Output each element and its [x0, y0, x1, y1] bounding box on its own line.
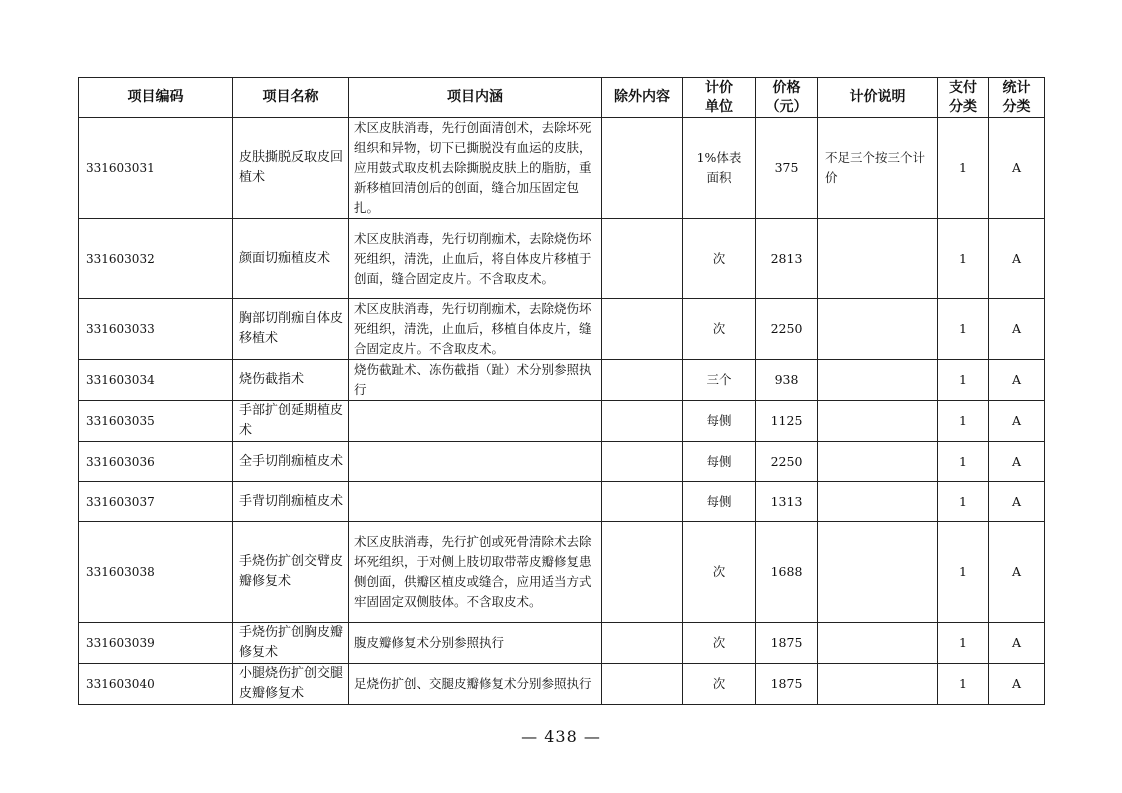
cell-stat-class: A [989, 360, 1045, 401]
cell-note [818, 522, 938, 623]
cell-code: 331603037 [79, 482, 233, 522]
header-pay-class: 支付 分类 [938, 78, 989, 118]
cell-name: 胸部切削痂自体皮移植术 [233, 299, 349, 360]
cell-price: 1313 [756, 482, 818, 522]
cell-content [349, 442, 602, 482]
cell-name: 颜面切痂植皮术 [233, 219, 349, 299]
cell-exclusion [602, 219, 683, 299]
table-header [79, 78, 1045, 118]
table-row [79, 623, 1045, 664]
table-row [79, 118, 1045, 219]
cell-content: 术区皮肤消毒，先行扩创或死骨清除术去除坏死组织，于对侧上肢切取带蒂皮瓣修复患侧创面，供瓣区植皮或缝合，应用适当方式牢固固定双侧肢体。不含取皮术。 [349, 522, 602, 623]
cell-pay-class: 1 [938, 664, 989, 705]
header-code: 项目编码 [79, 78, 233, 118]
cell-pay-class: 1 [938, 482, 989, 522]
cell-name: 手烧伤扩创胸皮瓣修复术 [233, 623, 349, 664]
cell-pay-class: 1 [938, 299, 989, 360]
cell-price: 1688 [756, 522, 818, 623]
table-row [79, 299, 1045, 360]
cell-name: 手背切削痂植皮术 [233, 482, 349, 522]
cell-stat-class: A [989, 219, 1045, 299]
header-stat-class: 统计 分类 [989, 78, 1045, 118]
cell-content [349, 401, 602, 442]
cell-unit: 每侧 [683, 482, 756, 522]
cell-pay-class: 1 [938, 401, 989, 442]
table-row [79, 360, 1045, 401]
cell-pay-class: 1 [938, 442, 989, 482]
table-row [79, 442, 1045, 482]
cell-stat-class: A [989, 623, 1045, 664]
cell-code: 331603032 [79, 219, 233, 299]
cell-name: 皮肤撕脱反取皮回植术 [233, 118, 349, 219]
cell-code: 331603035 [79, 401, 233, 442]
cell-content: 足烧伤扩创、交腿皮瓣修复术分别参照执行 [349, 664, 602, 705]
cell-note [818, 360, 938, 401]
cell-pay-class: 1 [938, 623, 989, 664]
cell-note [818, 664, 938, 705]
cell-note [818, 623, 938, 664]
cell-content: 术区皮肤消毒，先行创面清创术，去除坏死组织和异物，切下已撕脱没有血运的皮肤，应用鼓式取皮机去除撕脱皮肤上的脂肪，重新移植回清创后的创面，缝合加压固定包扎。 [349, 118, 602, 219]
cell-note [818, 299, 938, 360]
table-body [79, 118, 1045, 705]
cell-unit: 次 [683, 623, 756, 664]
header-exclusion: 除外内容 [602, 78, 683, 118]
cell-price: 2250 [756, 299, 818, 360]
cell-pay-class: 1 [938, 360, 989, 401]
cell-content: 术区皮肤消毒，先行切削痂术，去除烧伤坏死组织，清洗，止血后，移植自体皮片，缝合固定皮片。不含取皮术。 [349, 299, 602, 360]
cell-price: 1875 [756, 664, 818, 705]
cell-stat-class: A [989, 442, 1045, 482]
table-row [79, 522, 1045, 623]
cell-name: 手烧伤扩创交臂皮瓣修复术 [233, 522, 349, 623]
cell-code: 331603039 [79, 623, 233, 664]
cell-unit: 每侧 [683, 442, 756, 482]
cell-exclusion [602, 118, 683, 219]
cell-exclusion [602, 482, 683, 522]
header-unit: 计价 单位 [683, 78, 756, 118]
page-number: — 438 — [521, 727, 601, 746]
cell-code: 331603040 [79, 664, 233, 705]
cell-unit: 每侧 [683, 401, 756, 442]
cell-exclusion [602, 664, 683, 705]
table-row [79, 219, 1045, 299]
cell-unit: 次 [683, 299, 756, 360]
cell-code: 331603034 [79, 360, 233, 401]
cell-note [818, 482, 938, 522]
cell-price: 2250 [756, 442, 818, 482]
cell-price: 375 [756, 118, 818, 219]
table-row [79, 482, 1045, 522]
cell-content: 烧伤截趾术、冻伤截指（趾）术分别参照执行 [349, 360, 602, 401]
cell-stat-class: A [989, 401, 1045, 442]
cell-price: 1125 [756, 401, 818, 442]
cell-exclusion [602, 442, 683, 482]
cell-code: 331603031 [79, 118, 233, 219]
fee-table [78, 77, 1045, 705]
cell-price: 2813 [756, 219, 818, 299]
cell-stat-class: A [989, 664, 1045, 705]
cell-unit: 次 [683, 522, 756, 623]
cell-name: 手部扩创延期植皮术 [233, 401, 349, 442]
cell-stat-class: A [989, 522, 1045, 623]
cell-note: 不足三个按三个计价 [818, 118, 938, 219]
cell-pay-class: 1 [938, 219, 989, 299]
table-row [79, 401, 1045, 442]
cell-stat-class: A [989, 299, 1045, 360]
cell-code: 331603038 [79, 522, 233, 623]
cell-unit: 次 [683, 219, 756, 299]
cell-unit: 1%体表面积 [683, 118, 756, 219]
cell-name: 烧伤截指术 [233, 360, 349, 401]
cell-content: 术区皮肤消毒，先行切削痂术，去除烧伤坏死组织，清洗，止血后，将自体皮片移植于创面，缝合固定皮片。不含取皮术。 [349, 219, 602, 299]
cell-exclusion [602, 360, 683, 401]
cell-pay-class: 1 [938, 522, 989, 623]
cell-note [818, 219, 938, 299]
cell-unit: 三个 [683, 360, 756, 401]
header-row [79, 78, 1045, 118]
cell-stat-class: A [989, 482, 1045, 522]
header-name: 项目名称 [233, 78, 349, 118]
cell-price: 1875 [756, 623, 818, 664]
cell-note [818, 442, 938, 482]
header-note: 计价说明 [818, 78, 938, 118]
cell-pay-class: 1 [938, 118, 989, 219]
cell-name: 小腿烧伤扩创交腿皮瓣修复术 [233, 664, 349, 705]
cell-code: 331603036 [79, 442, 233, 482]
cell-price: 938 [756, 360, 818, 401]
cell-content [349, 482, 602, 522]
cell-exclusion [602, 623, 683, 664]
cell-note [818, 401, 938, 442]
cell-name: 全手切削痂植皮术 [233, 442, 349, 482]
table-row [79, 664, 1045, 705]
cell-exclusion [602, 522, 683, 623]
cell-stat-class: A [989, 118, 1045, 219]
cell-exclusion [602, 401, 683, 442]
cell-unit: 次 [683, 664, 756, 705]
cell-exclusion [602, 299, 683, 360]
cell-content: 腹皮瓣修复术分别参照执行 [349, 623, 602, 664]
cell-code: 331603033 [79, 299, 233, 360]
header-price: 价格 （元） [756, 78, 818, 118]
header-content: 项目内涵 [349, 78, 602, 118]
